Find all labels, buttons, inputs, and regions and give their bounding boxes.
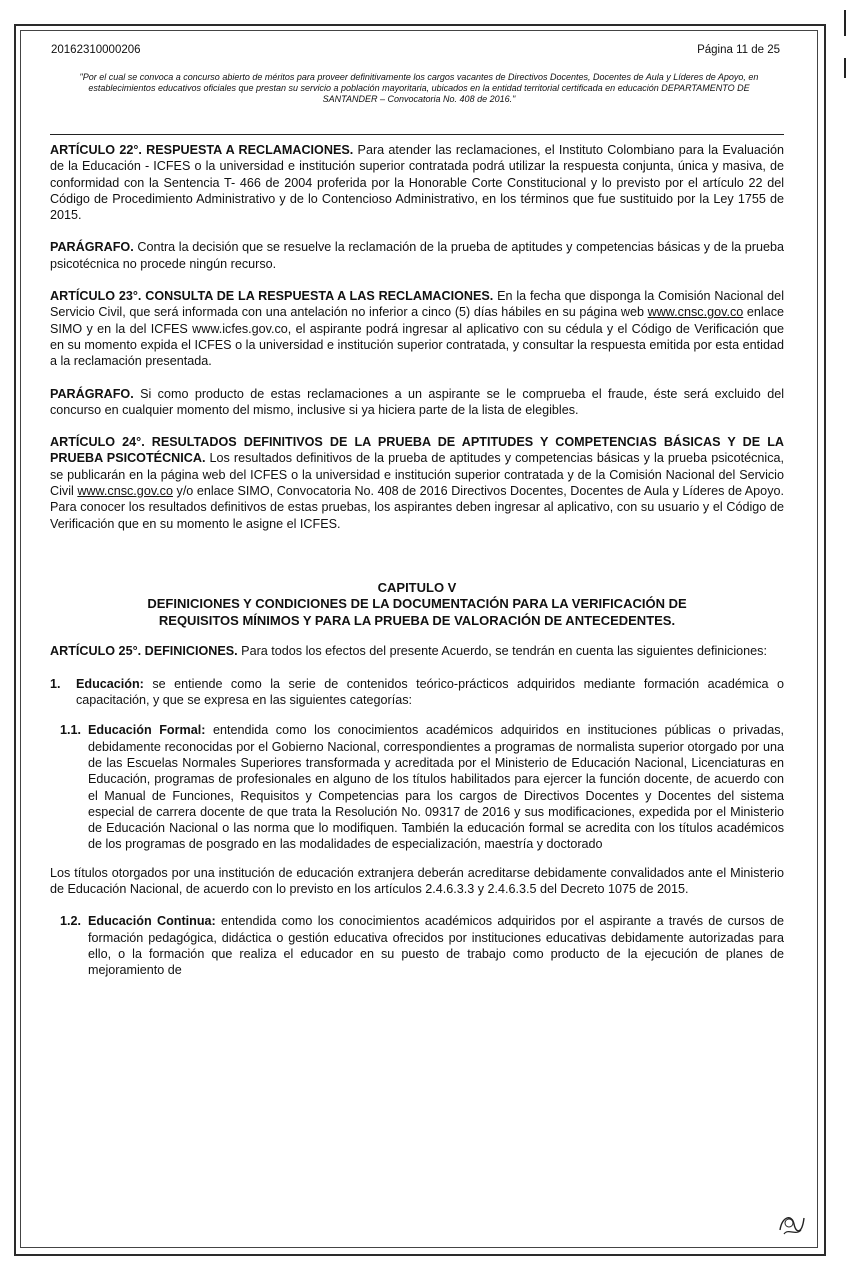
article-25 [50,643,784,659]
paragraph-22 [50,239,784,272]
article-text: En la fecha que disponga la Comisión Nacional del Servicio Civil, que será informada con una antelación no inferior a cinco (5) días hábiles en su página web [50,289,784,320]
chapter-title-line: REQUISITOS MÍNIMOS Y PARA LA PRUEBA DE VALORACIÓN DE ANTECEDENTES. [158,612,676,628]
article-text: enlace SIMO y en la del ICFES www.icfes.gov.co, el aspirante podrá ingresar al aplicativo con su cédula y el Código de Verificación que en su momento expida el ICFES o la universidad e institución superior contratada, y consultar la respuesta emitida por esta entidad a la reclamación presentada. [50,305,784,369]
definition-term: Educación Formal: [88,723,206,738]
paragraph-text: Contra la decisión que se resuelve la reclamación de la prueba de aptitudes y competencias básicas y de la prueba psicotécnica no procede ningún recurso. [50,240,784,271]
definition-text: entendida como los conocimientos académicos adquiridos en instituciones públicas o privadas, debidamente reconocidas por el Gobierno Nacional, correspondientes a programas de normalista superior otorgado por una de las Escuelas Normales Superiores transformada y acreditada por el Ministerio de Educación Nacional, Licenciaturas en Educación, programas de profesionales en alguno de los títulos habilitados para ejercer la función docente, de acuerdo con el Manual de Funciones, Requisitos y Competencias para los cargos de Directivos Docentes y Docentes del sistema especial de carrera docente de que trata la Resolución No. 09317 de 2016 y sus modificaciones, expedida por el Ministerio de Educación Nacional o las norma que lo modifiquen. También la educación formal se acredita con los títulos académicos de los programas de posgrado en las modalidades de especialización, maestría y doctorado [88,723,784,852]
item-number: 1.1. [60,723,82,738]
article-heading: ARTÍCULO 25°. DEFINICIONES. [50,644,238,659]
paragraph-text: Si como producto de estas reclamaciones a un aspirante se le comprueba el fraude, éste será excluido del concurso en cualquier momento del mismo, inclusive si ya hiciera parte de la lista de elegibles. [50,386,784,417]
definition-term: Educación: [76,676,144,691]
definition-text: entendida como los conocimientos académicos adquiridos por el aspirante a través de cursos de formación pedagógica, didáctica o gestión educativa ofrecidos por instituciones educativas debidamente autorizadas para ello, o la formación que realiza el educador en su puesto de trabajo como producto de la ejecución de planes de mejoramiento de [88,914,784,978]
article-text: Para atender las reclamaciones, el Instituto Colombiano para la Evaluación de la Educación - ICFES o la universidad e institución superior contratada podrá utilizar la respuesta conjunta, única y masiva, de conformidad con la Sentencia T- 466 de 2004 proferida por la Honorable Corte Constitucional y lo previsto por el artículo 22 del Código de Procedimiento Administrativo y de lo Contencioso Administrativo, en los términos que fue sustituido por la Ley 1755 de 2015. [50,143,784,223]
chapter-number: CAPITULO V [377,579,457,595]
article-23 [50,288,784,369]
definition-note: Los títulos otorgados por una institución de educación extranjera deberán acreditarse debidamente convalidados ante el Ministerio de Educación Nacional, de acuerdo con lo previsto en los artículos 2.4.6.3.3 y 2.4.6.3.5 del Decreto 1075 de 2015. [50,865,784,896]
definition-item [50,676,784,709]
page-number: Página 11 de 25 [697,44,780,56]
definition-text: se entiende como la serie de contenidos teórico-prácticos adquiridos mediante formación académica o capacitación, y que se expresa en las siguientes categorías: [76,676,784,708]
scan-edge-mark [844,58,846,78]
cnsc-link[interactable]: www.cnsc.gov.co [77,484,173,499]
article-24 [50,434,784,532]
article-22 [50,142,784,223]
article-text: y/o enlace SIMO, Convocatoria No. 408 de 2016 Directivos Docentes, Docentes de Aula y Líderes de Apoyo. Para conocer los resultados definitivos de estas pruebas, los aspirantes deben ingresar al aplicativo, con su usuario y el Código de Verificación que en su momento le asigne el ICFES. [50,484,784,531]
article-text: Los resultados definitivos de la prueba de aptitudes y competencias básicas y la prueba psicotécnica, se publicarán en la página web del ICFES o la universidad e institución superior contratada y de la Comisión Nacional del Servicio Civil [50,451,784,499]
article-heading: ARTÍCULO 22°. RESPUESTA A RECLAMACIONES. [50,143,354,157]
paragraph-23 [50,386,784,419]
document-number: 20162310000206 [51,44,141,56]
chapter-title-line: DEFINICIONES Y CONDICIONES DE LA DOCUMENTACIÓN PARA LA VERIFICACIÓN DE [147,596,687,612]
cnsc-link[interactable]: www.cnsc.gov.co [647,305,744,320]
page-header [51,44,780,56]
initials-signature-icon [774,1206,808,1240]
document-body [50,142,784,990]
item-number: 1.2. [60,914,82,929]
article-heading: ARTÍCULO 23°. CONSULTA DE LA RESPUESTA A LAS RECLAMACIONES. [50,289,494,304]
article-text: Para todos los efectos del presente Acuerdo, se tendrán en cuenta las siguientes definiciones: [237,644,767,659]
paragraph-heading: PARÁGRAFO. [50,240,134,255]
definition-subitem [60,913,784,978]
scan-edge-mark [844,10,846,36]
item-number: 1. [50,676,61,691]
definition-term: Educación Continua: [88,914,216,929]
chapter-heading [50,580,784,630]
document-subtitle: "Por el cual se convoca a concurso abierto de méritos para proveer definitivamente los cargos vacantes de Directivos Docentes, Docentes de Aula y Líderes de Apoyo, en establecimientos educativos oficiales que prestan su servicio a población mayoritaria, ubicados en la entidad territorial certificada en educación DEPARTAMENTO DE SANTANDER – Convocatoria No. 408 de 2016." [79,72,759,104]
paragraph-heading: PARÁGRAFO. [50,386,134,401]
header-divider [50,134,784,135]
article-heading: ARTÍCULO 24°. RESULTADOS DEFINITIVOS DE LA PRUEBA DE APTITUDES Y COMPETENCIAS BÁSICAS Y DE LA PRUEBA PSICOTÉCNICA. [50,435,784,466]
definition-subitem [60,722,784,852]
